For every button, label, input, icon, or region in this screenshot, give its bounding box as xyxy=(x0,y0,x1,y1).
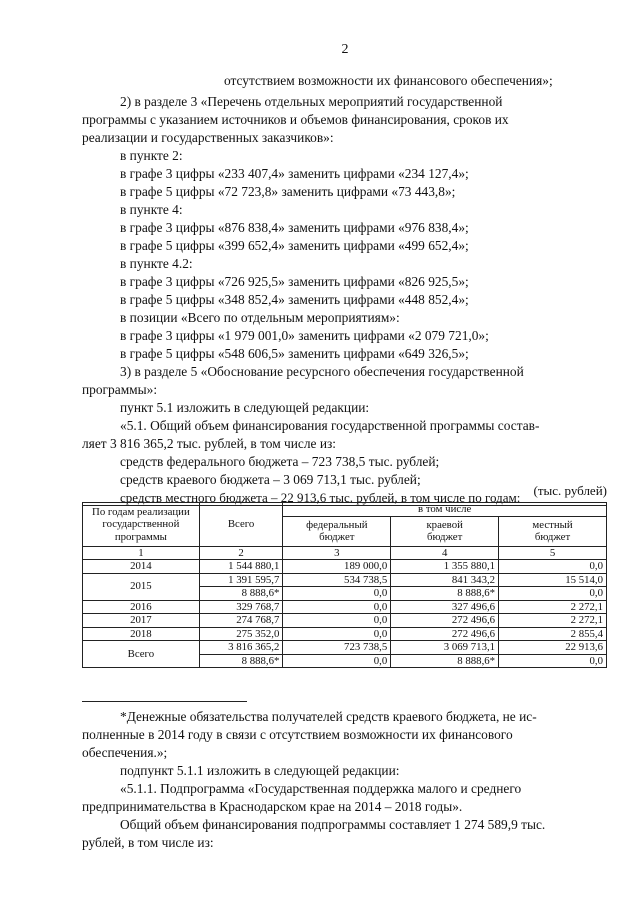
local-cell: 2 272,1 xyxy=(499,614,607,628)
text-line: 3) в разделе 5 «Обоснование ресурсного обеспечения государственной xyxy=(120,364,524,379)
text-line: в графе 3 цифры «876 838,4» заменить цифрами «976 838,4»; xyxy=(120,220,469,235)
table-row xyxy=(83,614,607,628)
header-including: в том числе xyxy=(283,503,607,517)
units-label: (тыс. рублей) xyxy=(533,483,607,498)
text-line: в графе 3 цифры «726 925,5» заменить цифрами «826 925,5»; xyxy=(120,274,469,289)
col-number: 2 xyxy=(199,546,283,560)
local-cell: 2 272,1 xyxy=(499,600,607,614)
text-line: пункт 5.1 изложить в следующей редакции: xyxy=(120,400,370,415)
local-cell: 15 514,0 xyxy=(499,573,607,587)
text-line: в графе 3 цифры «1 979 001,0» заменить цифрами «2 079 721,0»; xyxy=(120,328,489,343)
federal-cell: 0,0 xyxy=(283,614,391,628)
text-line: Общий объем финансирования подпрограммы составляет 1 274 589,9 тыс. xyxy=(120,817,546,832)
text-line: «5.1. Общий объем финансирования государственной программы состав- xyxy=(120,418,540,433)
text-line: в графе 3 цифры «233 407,4» заменить цифрами «234 127,4»; xyxy=(120,166,469,181)
text-line: в графе 5 цифры «548 606,5» заменить цифрами «649 326,5»; xyxy=(120,346,469,361)
footnote-line: обеспечения.»; xyxy=(82,745,168,760)
text-line: реализации и государственных заказчиков»: xyxy=(82,130,334,145)
year-cell: 2016 xyxy=(83,600,200,614)
local-cell: 0,0 xyxy=(499,560,607,574)
regional-cell: 3 069 713,1 xyxy=(391,641,499,655)
text-line: подпункт 5.1.1 изложить в следующей редакции: xyxy=(120,763,400,778)
federal-cell: 534 738,5 xyxy=(283,573,391,587)
col-number: 4 xyxy=(391,546,499,560)
total-cell: 1 544 880,1 xyxy=(199,560,283,574)
table-row xyxy=(83,627,607,641)
year-cell: 2014 xyxy=(83,560,200,574)
federal-cell: 0,0 xyxy=(283,587,391,601)
table-row xyxy=(83,560,607,574)
text-line: предпринимательства в Краснодарском крае на 2014 – 2018 годы». xyxy=(82,799,463,814)
total-cell: 8 888,6* xyxy=(199,587,283,601)
federal-cell: 189 000,0 xyxy=(283,560,391,574)
total-cell: 1 391 595,7 xyxy=(199,573,283,587)
col-number: 3 xyxy=(283,546,391,560)
regional-cell: 841 343,2 xyxy=(391,573,499,587)
federal-cell: 0,0 xyxy=(283,600,391,614)
local-cell: 22 913,6 xyxy=(499,641,607,655)
federal-cell: 0,0 xyxy=(283,627,391,641)
federal-cell: 0,0 xyxy=(283,654,391,668)
col-number: 5 xyxy=(499,546,607,560)
header-regional: краевой бюджет xyxy=(391,516,499,546)
header-federal: федеральный бюджет xyxy=(283,516,391,546)
total-cell: 275 352,0 xyxy=(199,627,283,641)
text-line: программы»: xyxy=(82,382,158,397)
total-cell: 3 816 365,2 xyxy=(199,641,283,655)
regional-cell: 8 888,6* xyxy=(391,654,499,668)
local-cell: 0,0 xyxy=(499,654,607,668)
table-row xyxy=(83,573,607,587)
year-cell: 2018 xyxy=(83,627,200,641)
regional-cell: 1 355 880,1 xyxy=(391,560,499,574)
regional-cell: 8 888,6* xyxy=(391,587,499,601)
text-line: средств краевого бюджета – 3 069 713,1 тыс. рублей; xyxy=(120,472,421,487)
table-row-total xyxy=(83,641,607,655)
text-line: в графе 5 цифры «72 723,8» заменить цифрами «73 443,8»; xyxy=(120,184,456,199)
text-line: в пункте 4: xyxy=(120,202,183,217)
text-line: средств федерального бюджета – 723 738,5 тыс. рублей; xyxy=(120,454,440,469)
text-line: программы с указанием источников и объемов финансирования, сроков их xyxy=(82,112,509,127)
text-line: ляет 3 816 365,2 тыс. рублей, в том числе из: xyxy=(82,436,337,451)
federal-cell: 723 738,5 xyxy=(283,641,391,655)
regional-cell: 327 496,6 xyxy=(391,600,499,614)
text-line: в графе 5 цифры «399 652,4» заменить цифрами «499 652,4»; xyxy=(120,238,469,253)
footnote-line: *Денежные обязательства получателей средств краевого бюджета, не ис- xyxy=(120,709,537,724)
table-row xyxy=(83,600,607,614)
year-cell: 2015 xyxy=(83,573,200,600)
total-cell: 274 768,7 xyxy=(199,614,283,628)
financing-table-body xyxy=(82,502,607,668)
text-line: в графе 5 цифры «348 852,4» заменить цифрами «448 852,4»; xyxy=(120,292,469,307)
text-line: «5.1.1. Подпрограмма «Государственная поддержка малого и среднего xyxy=(120,781,522,796)
text-line: 2) в разделе 3 «Перечень отдельных мероприятий государственной xyxy=(120,94,503,109)
header-total: Всего xyxy=(199,503,283,547)
text-line: рублей, в том числе из: xyxy=(82,835,214,850)
text-line: в пункте 4.2: xyxy=(120,256,193,271)
total-cell: 329 768,7 xyxy=(199,600,283,614)
text-line: в пункте 2: xyxy=(120,148,183,163)
total-cell: 8 888,6* xyxy=(199,654,283,668)
local-cell: 2 855,4 xyxy=(499,627,607,641)
year-cell: 2017 xyxy=(83,614,200,628)
header-years: По годам реализации государственной программы xyxy=(83,503,200,547)
local-cell: 0,0 xyxy=(499,587,607,601)
text-line: в позиции «Всего по отдельным мероприятиям»: xyxy=(120,310,400,325)
regional-cell: 272 496,6 xyxy=(391,614,499,628)
footnote-divider xyxy=(82,701,247,702)
regional-cell: 272 496,6 xyxy=(391,627,499,641)
text-line: отсутствием возможности их финансового обеспечения»; xyxy=(224,73,553,88)
col-number: 1 xyxy=(83,546,200,560)
text-line: средств местного бюджета – 22 913,6 тыс. рублей, в том числе по годам: xyxy=(120,490,521,505)
page-number: 2 xyxy=(341,42,349,57)
footnote-line: полненные в 2014 году в связи с отсутствием возможности их финансового xyxy=(82,727,513,742)
header-local: местный бюджет xyxy=(499,516,607,546)
total-label-cell: Всего xyxy=(83,641,200,668)
